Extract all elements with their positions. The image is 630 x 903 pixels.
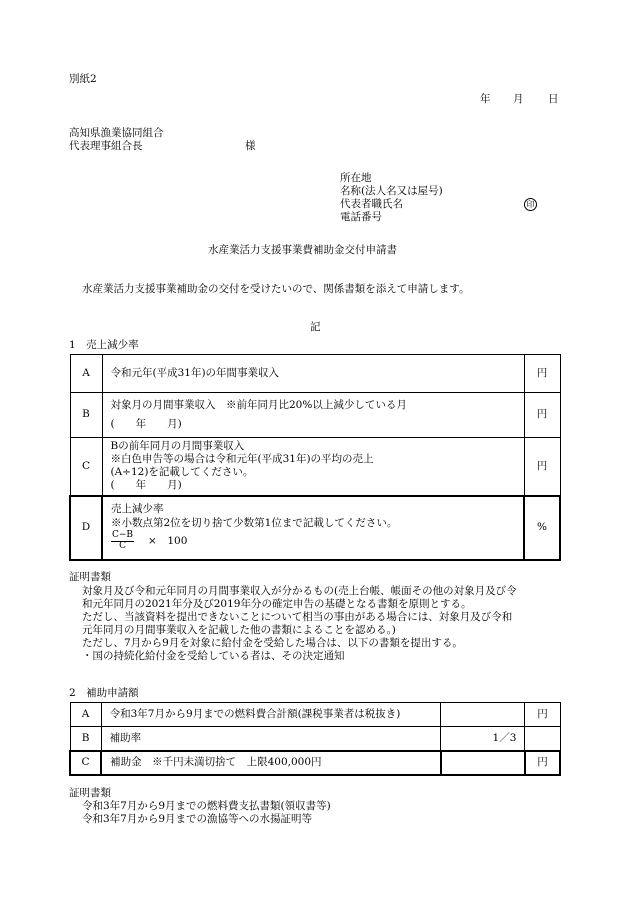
proof1-line: 和元年同月の2021年分及び2019年分の確定申告の基礎となる書類を原則とする。	[82, 598, 472, 610]
addressee-title: 代表理事組合長	[69, 140, 143, 152]
table-row	[70, 751, 560, 775]
row-label: A	[70, 355, 102, 393]
row-line: ※小数点第2位を切り捨て少数第1位まで記載してください。	[111, 516, 398, 529]
table-row	[70, 703, 560, 727]
row-label: A	[70, 703, 101, 727]
subsidy-request-table	[69, 702, 561, 776]
date-day-label: 日	[548, 93, 559, 105]
formula-multiplier: × 100	[148, 534, 188, 547]
applicant-rep-label: 代表者職氏名	[340, 198, 403, 210]
applicant-phone-label: 電話番号	[340, 211, 382, 223]
row-line: ( 年 月)	[110, 479, 182, 492]
formula	[111, 531, 519, 552]
date-month-label: 月	[513, 93, 524, 105]
proof1-line: ただし、当該資料を提出できないことについて相当の事由がある場合には、対象月及び令和	[82, 611, 513, 623]
row-label: C	[70, 438, 102, 496]
row-unit: 円	[525, 751, 560, 775]
row-description: 補助率	[101, 727, 440, 751]
row-label: B	[70, 393, 102, 438]
row-unit: 円	[525, 703, 560, 727]
table-row	[70, 355, 560, 393]
row-line: 売上減少率	[111, 503, 164, 516]
proof1-line: 元年同月の月間事業収入を記載した他の書類によることを認める。)	[82, 624, 396, 636]
row-unit: 円	[524, 355, 560, 393]
table-row	[70, 496, 560, 560]
intro-text: 水産業活力支援事業補助金の交付を受けたいので、関係書類を添えて申請します。	[82, 283, 470, 295]
row-unit: 円	[524, 393, 560, 438]
row-line: 対象月の月間事業収入 ※前年同月比20%以上減少している月	[110, 398, 407, 411]
row-line: (A÷12)を記載してください。	[110, 466, 254, 479]
addressee-org: 高知県漁業協同組合	[69, 127, 164, 139]
row-description: 補助金 ※千円未満切捨て 上限400,000円	[101, 751, 440, 775]
applicant-name-label: 名称(法人名又は屋号)	[340, 185, 443, 197]
row-line: ※白色申告等の場合は令和元年(平成31年)の平均の売上	[110, 453, 374, 466]
row-value: 1／3	[441, 727, 525, 751]
proof1-heading: 証明書類	[69, 571, 111, 583]
row-label: B	[70, 727, 101, 751]
table-row	[70, 438, 560, 496]
proof1-line: ・国の持続化給付金を受給している者は、その決定通知	[82, 650, 345, 662]
addressee-honorific: 様	[245, 140, 256, 152]
row-label: D	[70, 496, 102, 560]
row-description	[102, 438, 524, 496]
row-line: ( 年 月)	[110, 418, 182, 430]
proof2-body	[82, 800, 562, 828]
proof1-line: ただし、7月から9月を対象に給付金を受給した場合は、以下の書類を提出する。	[82, 637, 463, 649]
proof1-body	[82, 585, 562, 665]
row-label: C	[70, 751, 101, 775]
seal-mark: 印	[524, 198, 537, 211]
proof2-line: 令和3年7月から9月までの漁協等への水揚証明等	[82, 813, 313, 825]
formula-fraction	[111, 531, 134, 552]
row-line: 令和元年(平成31年)の年間事業収入	[110, 366, 280, 379]
proof1-line: 対象月及び令和元年同月の月間事業収入が分かるもの(売上台帳、帳面その他の対象月及び令	[82, 585, 517, 597]
section2-heading: 2 補助申請額	[69, 687, 139, 699]
row-line: Bの前年同月の月間事業収入	[110, 440, 245, 452]
table-row	[70, 393, 560, 438]
date-year-label: 年	[480, 93, 491, 105]
proof2-heading: 証明書類	[69, 787, 111, 799]
formula-numerator: C−B	[112, 529, 134, 540]
ki-label: 記	[310, 321, 321, 333]
row-value	[441, 703, 525, 727]
row-description	[102, 393, 524, 438]
row-unit: %	[524, 496, 560, 560]
formula-denominator: C	[119, 540, 126, 551]
section1-heading: 1 売上減少率	[69, 339, 139, 351]
row-description	[102, 355, 524, 393]
table-row	[70, 727, 560, 751]
row-description: 令和3年7月から9月までの燃料費合計額(課税事業者は税抜き)	[101, 703, 440, 727]
proof2-line: 令和3年7月から9月までの燃料費支払書類(領収書等)	[82, 800, 331, 812]
row-unit	[525, 727, 560, 751]
row-value	[441, 751, 525, 775]
row-description	[102, 496, 524, 560]
applicant-address-label: 所在地	[340, 172, 372, 184]
attachment-label: 別紙2	[69, 73, 97, 85]
row-unit: 円	[524, 438, 560, 496]
document-title: 水産業活力支援事業費補助金交付申請書	[208, 244, 397, 256]
sales-decrease-table	[69, 354, 561, 561]
